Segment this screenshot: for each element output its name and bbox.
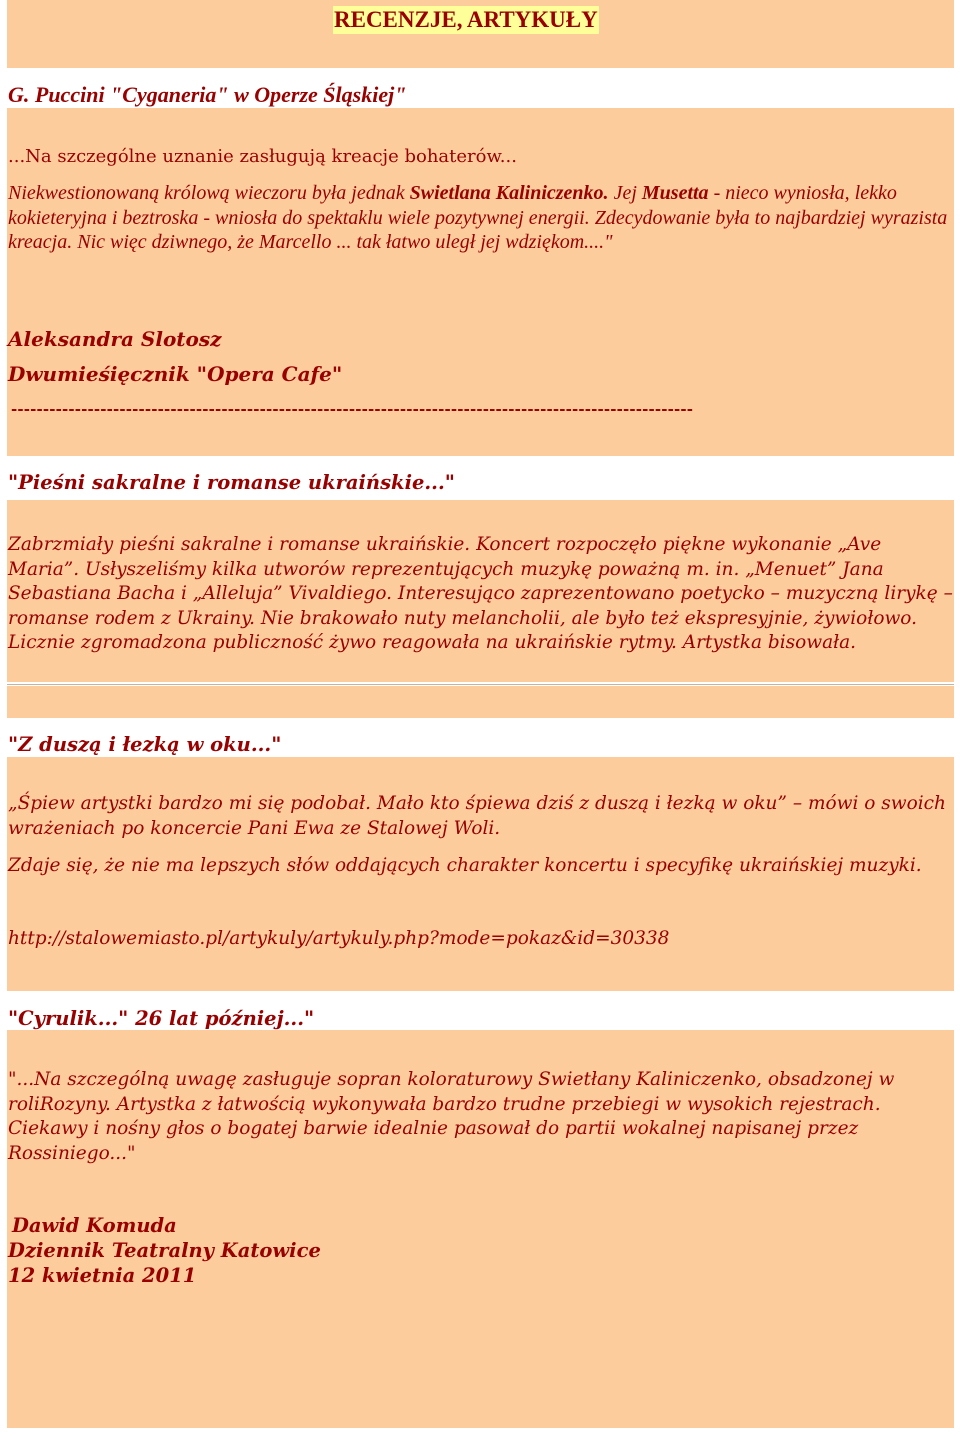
article3-quote: „Śpiew artystki bardzo mi się podobał. Mało kto śpiewa dziś z duszą i łezką w oku” – mówi o swoich wrażeniach po koncercie Pani Ewa ze Stalowej Woli. — [8, 793, 946, 839]
article1-body-start: Niekwestionowaną królową wieczoru była jednak — [8, 182, 410, 204]
article1-author: Aleksandra Slotosz — [8, 327, 222, 351]
article1-intro: ...Na szczególne uznanie zasługują kreacje bohaterów... — [8, 146, 517, 167]
article1-body-mid: Jej — [608, 182, 642, 204]
spacer-band — [7, 686, 954, 718]
divider-line — [7, 684, 954, 685]
article4-body: "...Na szczególną uwagę zasługuje sopran koloraturowy Swietłany Kaliniczenko, obsadzonej w roliRozyny. Artystka z łatwością wykonywała bardzo trudne przebiegi w wysokich rejestrach. Ciekawy i nośny głos o bogatej barwie idealnie pasował do partii wokalnej napisanej przez Rossiniego..." — [8, 1069, 895, 1164]
article3-comment: Zdaje się, że nie ma lepszych słów oddających charakter koncertu i specyfikę ukraińskiej muzyki. — [8, 855, 922, 876]
article1-artist-name: Swietlana Kaliniczenko. — [409, 182, 609, 204]
article4-date: 12 kwietnia 2011 — [8, 1264, 197, 1287]
article2-body: Zabrzmiały pieśni sakralne i romanse ukraińskie. Koncert rozpoczęło piękne wykonanie „Ave Maria”. Usłyszeliśmy kilka utworów reprezentujących muzykę poważną m. in. „Menuet” Jana Sebastiana Bacha i „Alleluja” Vivaldiego. Interesująco zaprezentowano poetycko – muzyczną lirykę – romanse rodem z Ukrainy. Nie brakowało nuty melancholii, ale było też ekspresyjnie, żywiołowo. Licznie zgromadzona publiczność żywo reagowała na ukraińskie rytmy. Artystka bisowała. — [8, 534, 953, 653]
article3-link[interactable]: http://stalowemiasto.pl/artykuly/artykuly.php?mode=pokaz&id=30338 — [8, 928, 670, 949]
article4-source: Dziennik Teatralny Katowice — [8, 1239, 321, 1262]
article4-author: Dawid Komuda — [12, 1214, 177, 1237]
article1-body-rest: - nieco wyniosła, lekko kokieteryjna i beztroska - wniosła do spektaklu wiele pozytywnej energii. Zdecydowanie była to najbardziej wyrazista kreacja. Nic więc dziwnego, że Marcello ... tak łatwo uległ jej wdziękom...." — [8, 182, 948, 253]
article1-separator: ----------------------------------------------------------------------------------------------------------- — [11, 400, 694, 418]
page-title: RECENZJE, ARTYKUŁY — [334, 7, 598, 32]
article3-title: "Z duszą i łezką w oku..." — [8, 733, 282, 756]
article1-title: G. Puccini "Cyganeria" w Operze Śląskiej" — [8, 82, 407, 107]
article1-body — [8, 181, 948, 255]
article4-title: "Cyrulik..." 26 lat później..." — [8, 1007, 315, 1030]
article1-source: Dwumieśięcznik "Opera Cafe" — [8, 362, 343, 386]
article1-role-name: Musetta — [641, 182, 709, 204]
article2-title: "Pieśni sakralne i romanse ukraińskie..." — [8, 471, 455, 494]
